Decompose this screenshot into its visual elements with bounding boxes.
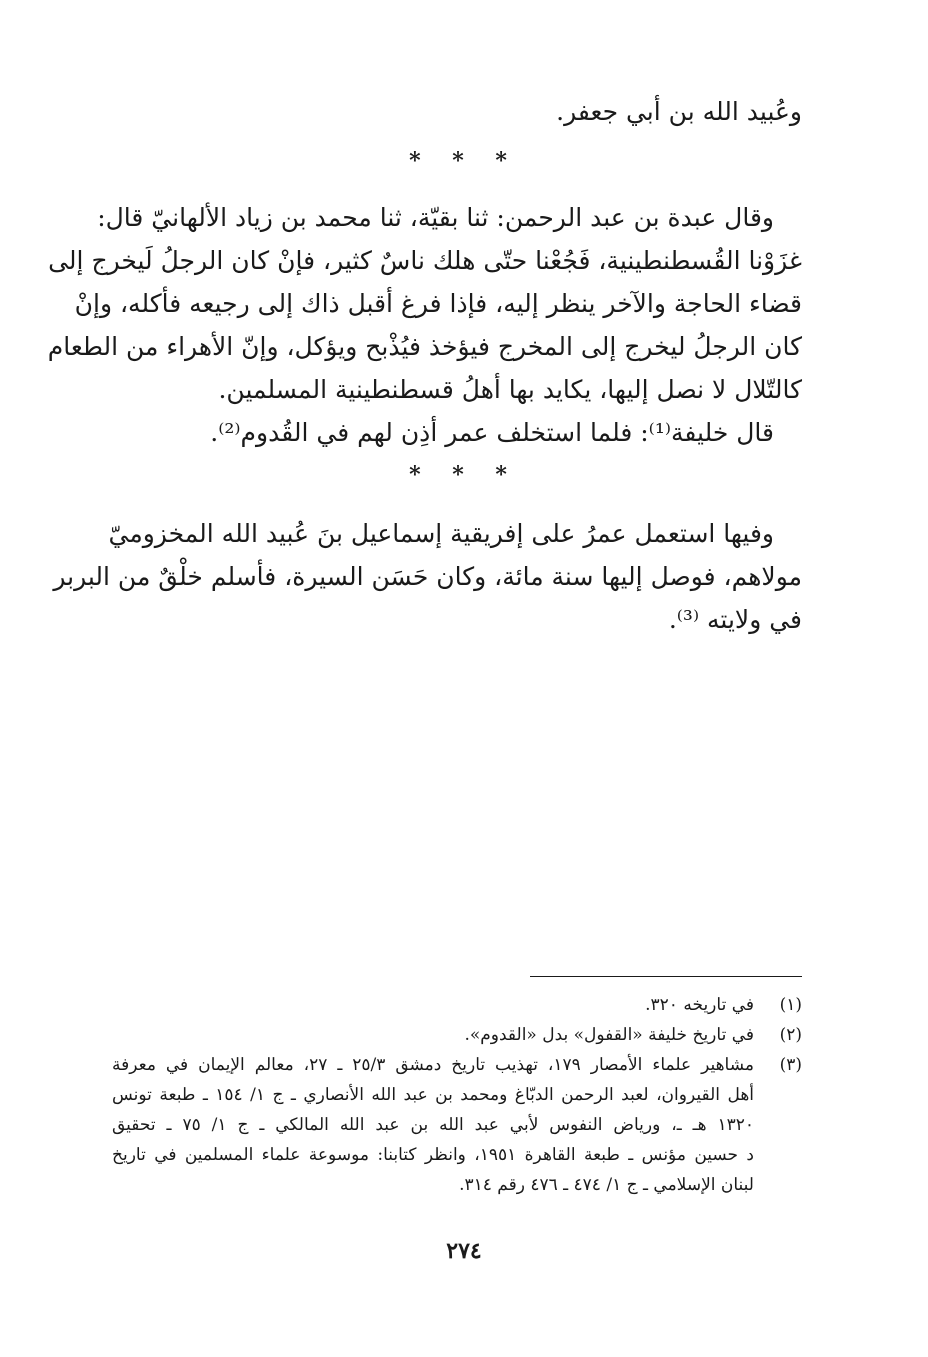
- section-separator: * * *: [409, 148, 519, 174]
- paragraph-ifriqiya: [53, 512, 802, 641]
- footnote-number: (٢): [779, 1025, 802, 1045]
- footnote-text: [112, 990, 754, 1020]
- text-line: وفيها استعمل عمرُ على إفريقية إسماعيل بنَ عُبيد الله المخزوميّ: [108, 519, 774, 548]
- footnote-item: [112, 990, 802, 1020]
- text-line: د حسين مؤنس ـ طبعة القاهرة ١٩٥١، وانظر كتابنا: موسوعة علماء المسلمين في تاريخ: [112, 1145, 755, 1165]
- text-line: كالتّلال لا نصل إليها، يكايد بها أهلُ قسطنطينية المسلمين.: [218, 375, 802, 404]
- section-separator: * * *: [409, 462, 519, 488]
- footnote-text: [112, 1020, 754, 1050]
- text-line: في ولايته ⁽³⁾.: [668, 605, 802, 634]
- page-number: ٢٧٤: [446, 1238, 482, 1264]
- text-line: لبنان الإسلامي ـ ج ١/ ٤٧٤ ـ ٤٧٦ رقم ٣١٤.: [459, 1175, 754, 1195]
- text-line: ١٣٢٠ هـ ـ، ورياض النفوس لأبي عبد الله بن عبد الله المالكي ـ ج ١/ ٧٥ ـ تحقيق: [112, 1115, 754, 1135]
- text-line: في تاريخ خليفة «القفول» بدل «القدوم».: [464, 1025, 754, 1045]
- opening-line: [112, 90, 802, 133]
- footnote-number: (٣): [779, 1055, 802, 1075]
- footnote-item: [112, 1020, 802, 1050]
- text-line: مولاهم، فوصل إليها سنة مائة، وكان حَسَن السيرة، فأسلم خلْقٌ من البربر: [53, 562, 802, 591]
- text-line: قال خليفة⁽¹⁾: فلما استخلف عمر أذِن لهم في القُدوم⁽²⁾.: [210, 418, 774, 447]
- footnote-text: [112, 1050, 754, 1200]
- footnote-item: [112, 1050, 802, 1200]
- text-line: وعُبيد الله بن أبي جعفر.: [556, 97, 802, 126]
- text-line: وقال عبدة بن عبد الرحمن: ثنا بقيّة، ثنا محمد بن زياد الألهانيّ قال:: [97, 203, 774, 232]
- text-line: في تاريخه ٣٢٠.: [645, 995, 754, 1015]
- paragraph-siege: [47, 196, 802, 454]
- text-line: كان الرجلُ ليخرج إلى المخرج فيؤخذ فيُذْبح ويؤكل، وإنّ الأهراء من الطعام: [47, 332, 802, 361]
- text-line: غزَوْنا القُسطنطينية، فَجُعْنا حتّى هلك ناسٌ كثير، فإنْ كان الرجلُ لَيخرج إلى: [48, 246, 802, 275]
- text-line: قضاء الحاجة والآخر ينظر إليه، فإذا فرغ أقبل ذاك إلى رجيعه فأكله، وإنْ: [74, 289, 802, 318]
- footnote-number: (١): [779, 995, 802, 1015]
- text-line: مشاهير علماء الأمصار ١٧٩، تهذيب تاريخ دمشق ٢٥/٣ ـ ٢٧، معالم الإيمان في معرفة: [112, 1055, 754, 1075]
- footnote-divider: [530, 976, 802, 977]
- text-line: أهل القيروان، لعبد الرحمن الدبّاغ ومحمد بن عبد الله الأنصاري ـ ج ١/ ١٥٤ ـ طبعة تونس: [112, 1085, 755, 1105]
- footnotes: [112, 990, 802, 1200]
